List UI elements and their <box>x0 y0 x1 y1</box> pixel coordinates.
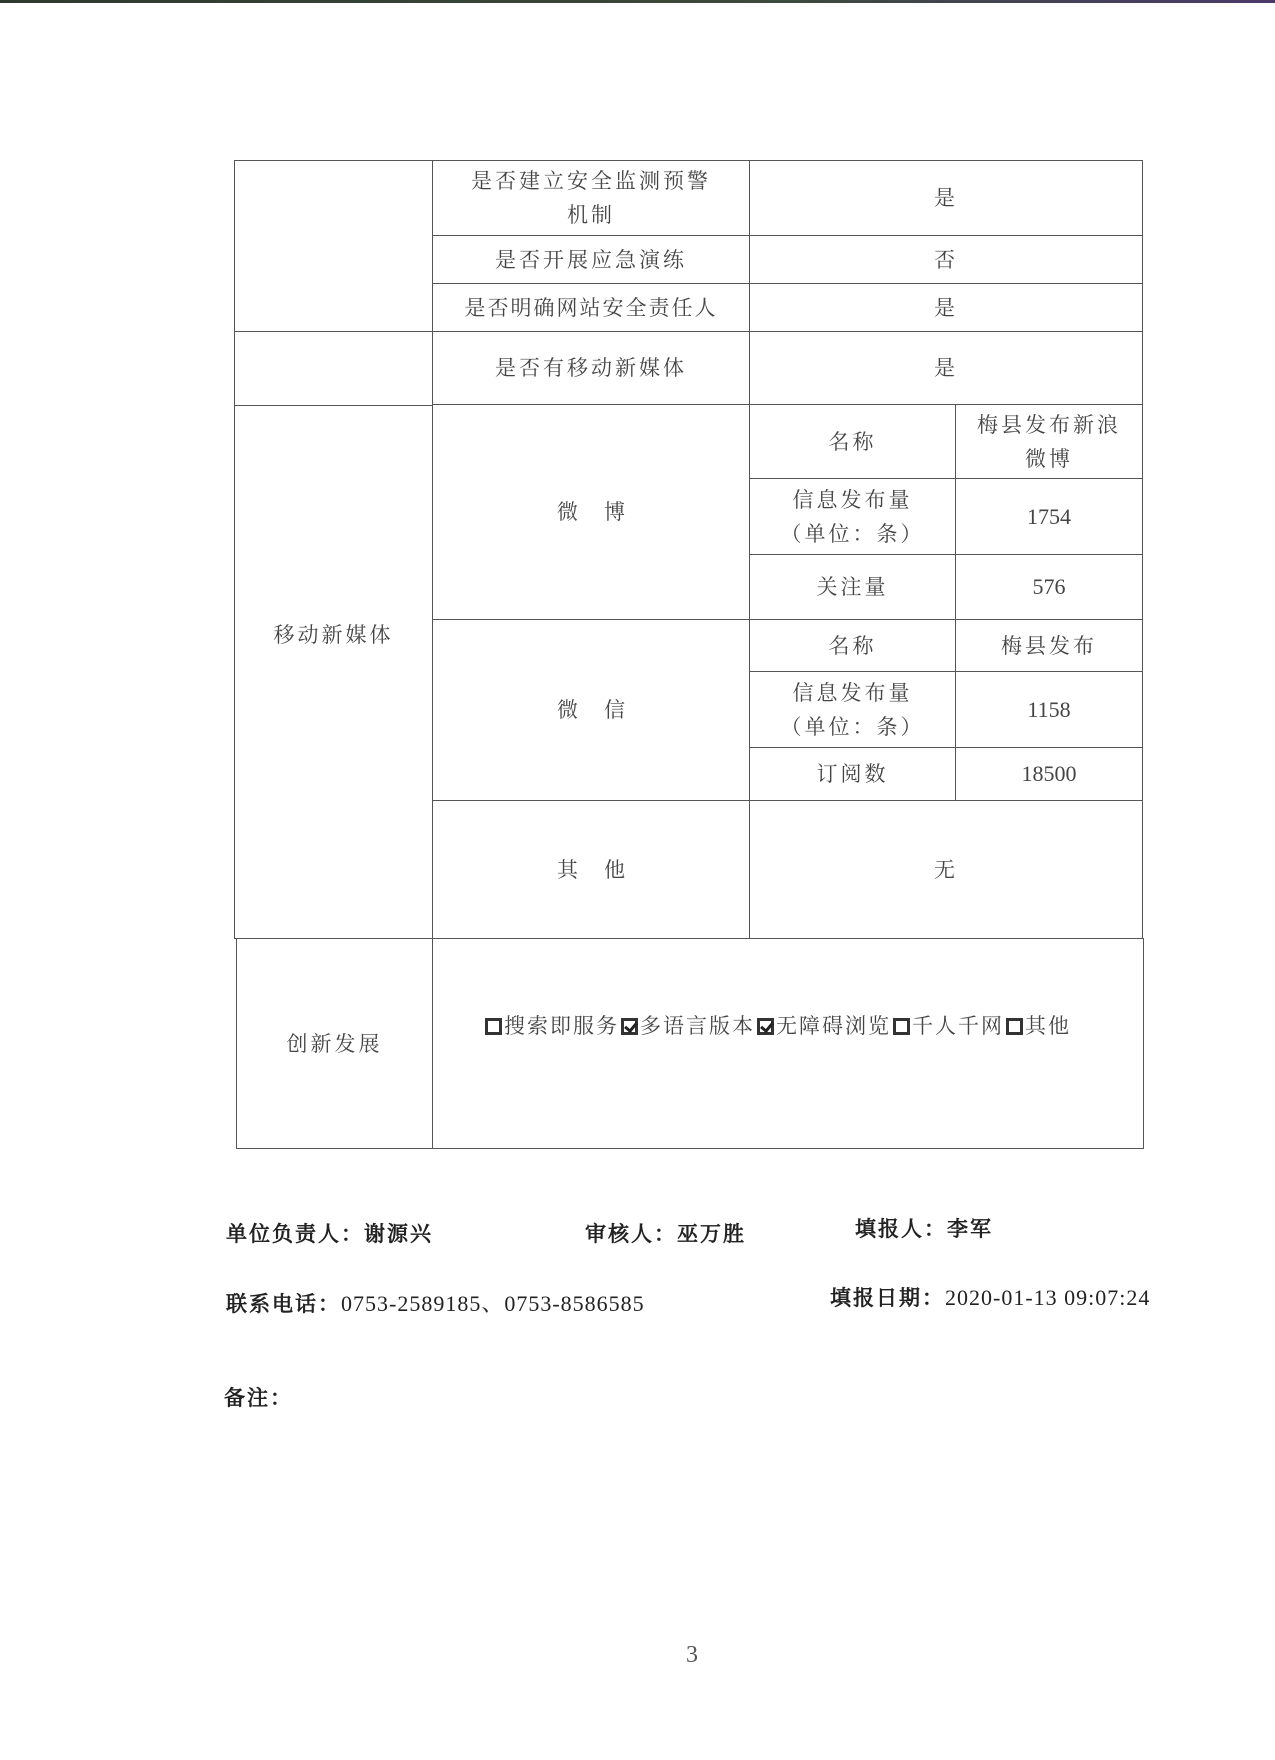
wechat-subscribers-label: 订阅数 <box>749 747 956 801</box>
other-media-value: 无 <box>749 800 1143 939</box>
personalized-label: 千人千网 <box>912 1014 1004 1038</box>
wechat-posts-label: 信息发布量 （单位：条） <box>749 671 956 748</box>
remarks: 备注： <box>224 1385 293 1410</box>
innovation-section-label: 创新发展 <box>236 938 433 1149</box>
emergency-drill-value: 否 <box>749 235 1143 284</box>
scan-edge <box>0 0 1275 3</box>
unit-head: 单位负责人：谢源兴 <box>226 1221 433 1246</box>
search-service-checkbox[interactable] <box>485 1018 502 1035</box>
innovation-checkbox-group <box>483 1009 1071 1043</box>
other-media-label: 其他 <box>432 800 750 939</box>
monitoring-mechanism-value: 是 <box>749 160 1143 236</box>
page-number: 3 <box>686 1642 698 1668</box>
wechat-label: 微信 <box>432 619 750 801</box>
multilingual-checkbox[interactable] <box>621 1018 638 1035</box>
filler: 填报人：李军 <box>855 1216 993 1241</box>
personalized-checkbox[interactable] <box>893 1018 910 1035</box>
reviewer: 审核人：巫万胜 <box>585 1221 746 1246</box>
weibo-followers-value: 576 <box>955 554 1143 620</box>
other-innovation-checkbox[interactable] <box>1006 1018 1023 1035</box>
has-mobile-media-value: 是 <box>749 331 1143 405</box>
search-service-label: 搜索即服务 <box>504 1014 619 1038</box>
mobile-media-section-label: 移动新媒体 <box>234 331 433 939</box>
multilingual-label: 多语言版本 <box>640 1014 755 1038</box>
fill-date: 填报日期：2020-01-13 09:07:24 <box>830 1285 1151 1310</box>
weibo-posts-value: 1754 <box>955 478 1143 555</box>
weibo-posts-label: 信息发布量 （单位：条） <box>749 478 956 555</box>
weibo-name-value: 梅县发布新浪 微博 <box>955 404 1143 479</box>
monitoring-mechanism-label: 是否建立安全监测预警 机制 <box>432 160 750 236</box>
contact-phone: 联系电话：0753-2589185、0753-8586585 <box>226 1291 645 1316</box>
weibo-label: 微博 <box>432 404 750 620</box>
wechat-name-value: 梅县发布 <box>955 619 1143 672</box>
emergency-drill-label: 是否开展应急演练 <box>432 235 750 284</box>
innovation-options-cell <box>432 938 1144 1149</box>
weibo-followers-label: 关注量 <box>749 554 956 620</box>
wechat-posts-value: 1158 <box>955 671 1143 748</box>
security-officer-value: 是 <box>749 283 1143 332</box>
wechat-subscribers-value: 18500 <box>955 747 1143 801</box>
security-officer-label: 是否明确网站安全责任人 <box>432 283 750 332</box>
other-innovation-label: 其他 <box>1025 1014 1071 1038</box>
weibo-name-label: 名称 <box>749 404 956 479</box>
has-mobile-media-label: 是否有移动新媒体 <box>432 331 750 405</box>
wechat-name-label: 名称 <box>749 619 956 672</box>
accessibility-label: 无障碍浏览 <box>776 1014 891 1038</box>
accessibility-checkbox[interactable] <box>757 1018 774 1035</box>
